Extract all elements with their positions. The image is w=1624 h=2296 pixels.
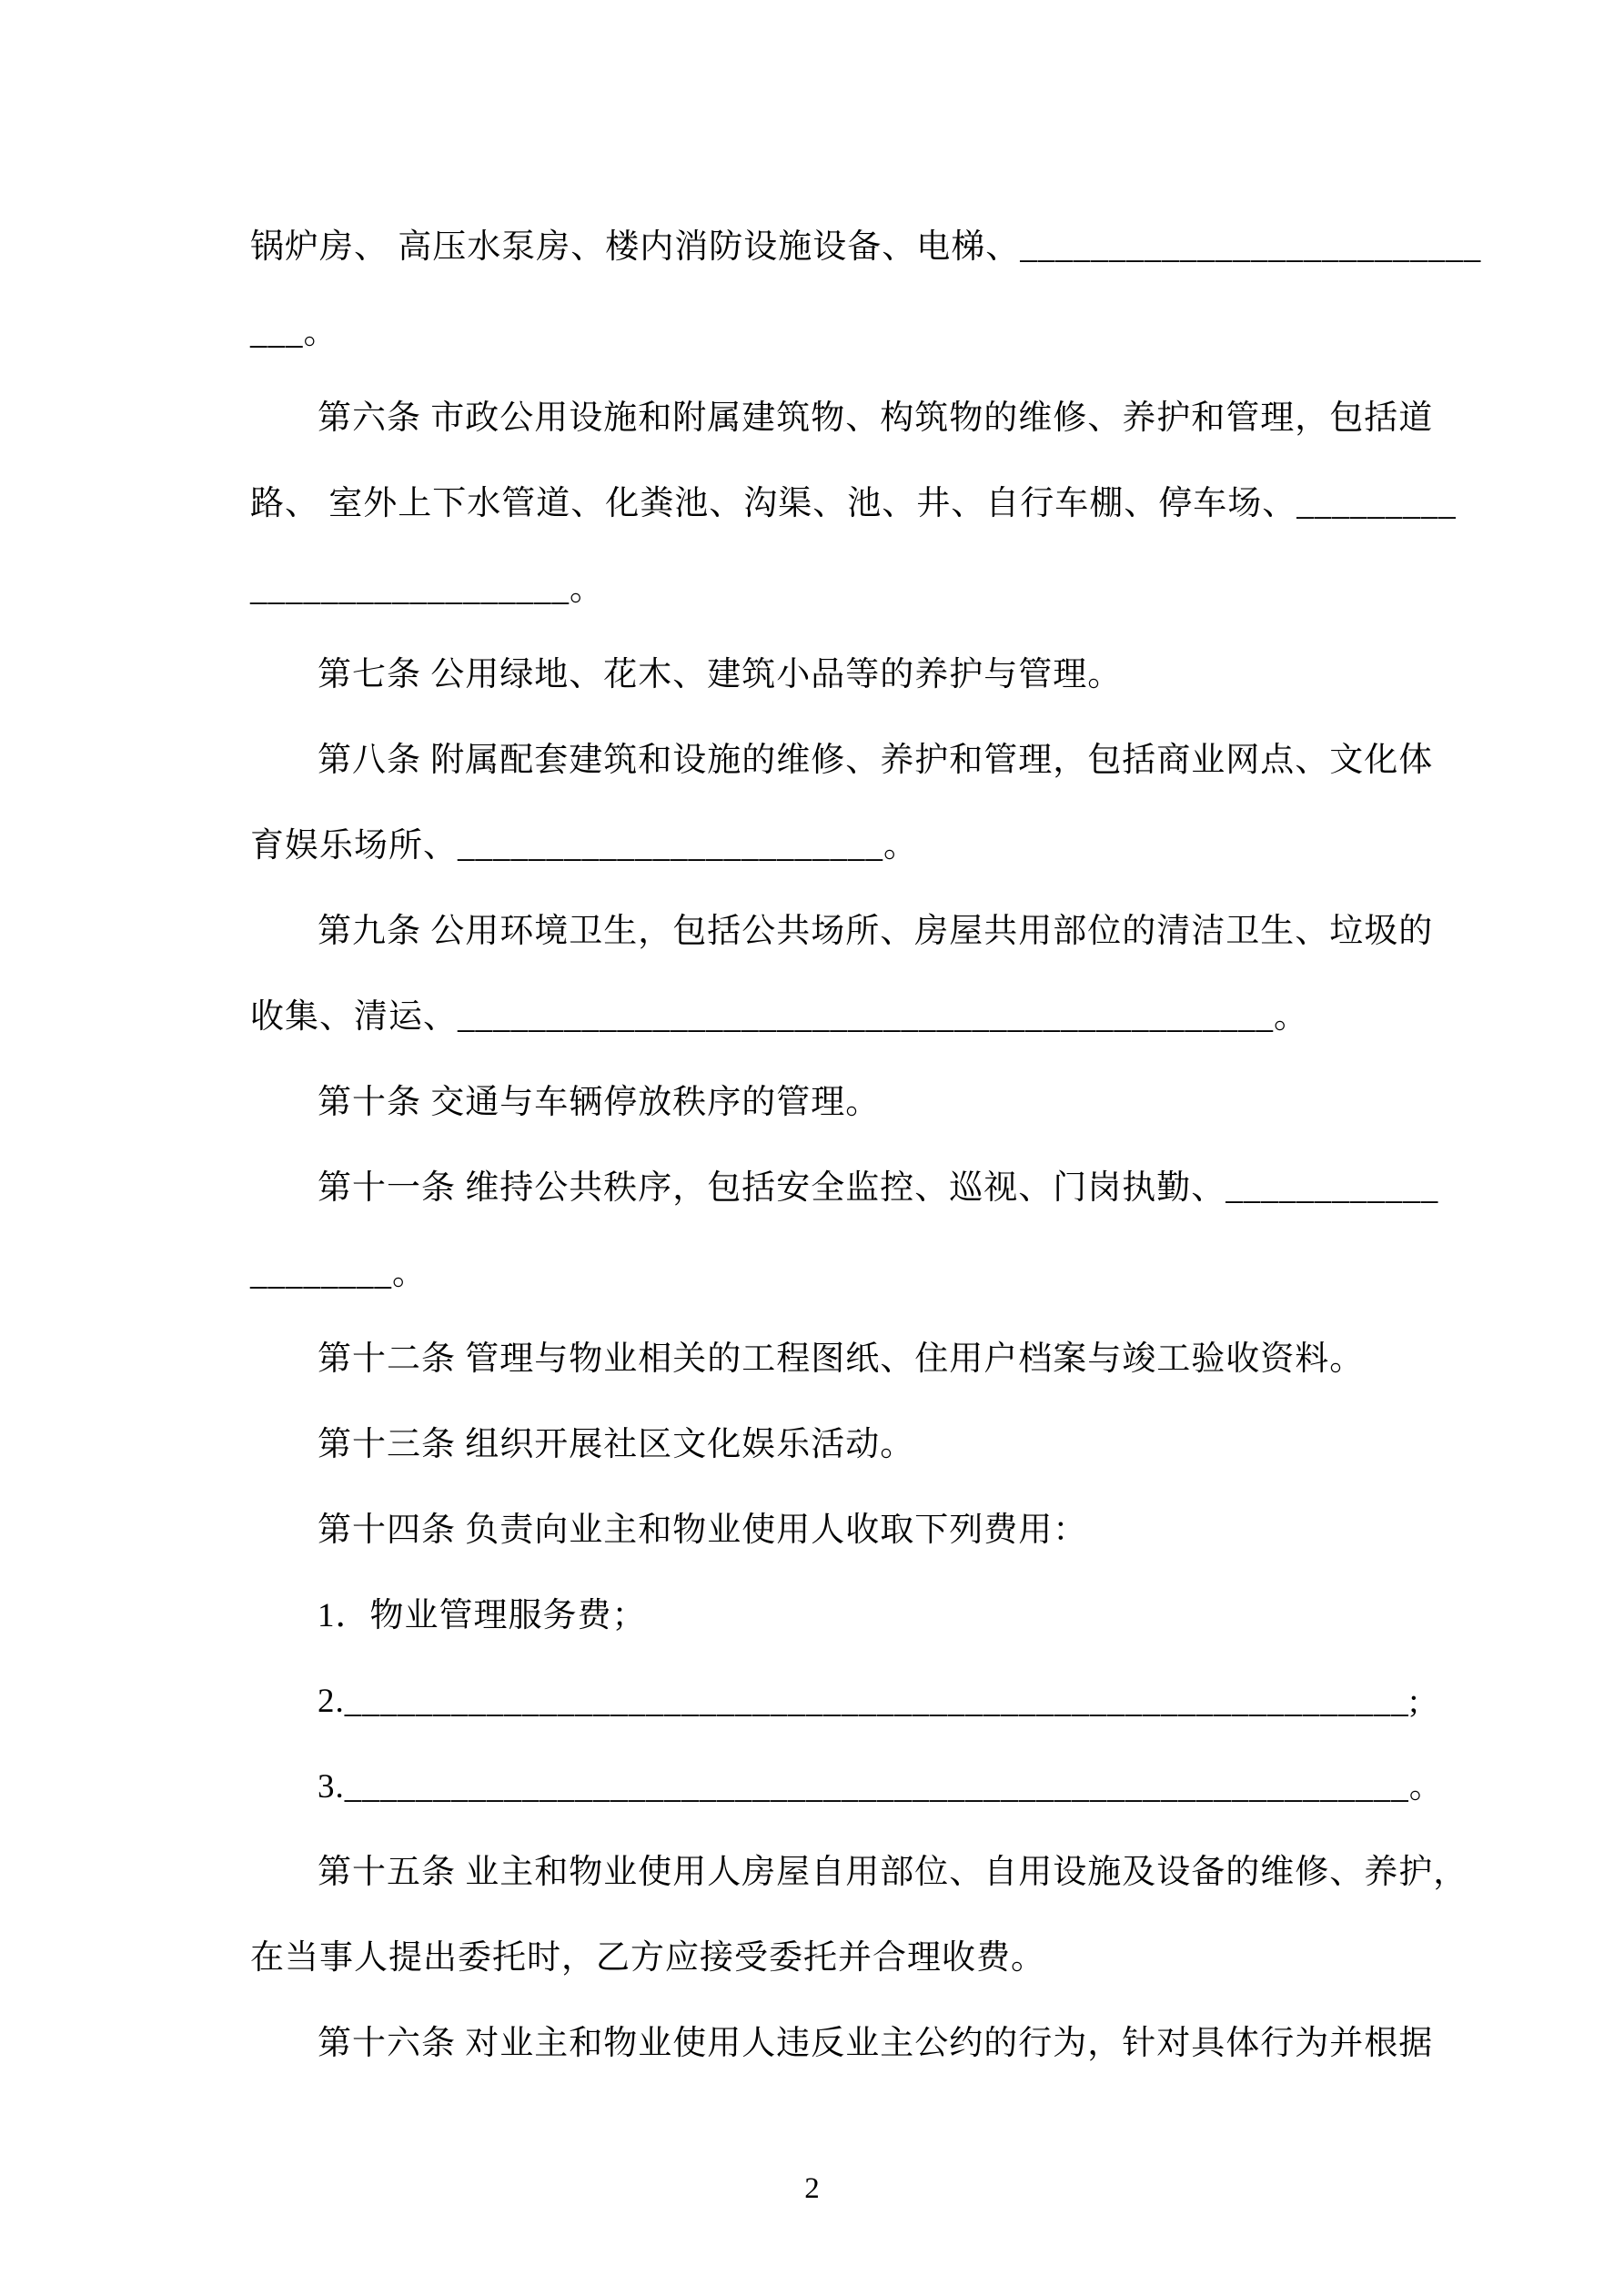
doc-line-clause-15-cont: 在当事人提出委托时，乙方应接受委托并合理收费。 [250, 1939, 1045, 1977]
doc-line-clause-6-blank: __________________。 [250, 571, 604, 608]
doc-line-clause-12: 第十二条 管理与物业相关的工程图纸、住用户档案与竣工验收资料。 [318, 1340, 1365, 1378]
doc-line-clause-8-cont: 育娱乐场所、________________________。 [250, 827, 918, 865]
document-body [250, 205, 1482, 2087]
doc-line-fee-item-1: 1．物业管理服务费； [318, 1597, 647, 1634]
doc-line-clause-6: 第六条 市政公用设施和附属建筑物、构筑物的维修、养护和管理，包括道 [318, 400, 1434, 437]
doc-line-clause-6-cont: 路、 室外上下水管道、化粪池、沟渠、池、井、自行车棚、停车场、_________ [250, 485, 1457, 522]
doc-line-clause-9: 第九条 公用环境卫生，包括公共场所、房屋共用部位的清洁卫生、垃圾的 [318, 913, 1434, 950]
doc-line-continuation-5: 锅炉房、 高压水泵房、楼内消防设施设备、电梯、__________________________ [250, 228, 1482, 266]
doc-line-clause-7: 第七条 公用绿地、花木、建筑小品等的养护与管理。 [318, 656, 1123, 693]
doc-line-fee-item-3: 3.____________________________________________________________。 [318, 1768, 1444, 1805]
doc-line-clause-9-cont: 收集、清运、______________________________________________。 [250, 998, 1308, 1036]
doc-line-clause-15: 第十五条 业主和物业使用人房屋自用部位、自用设施及设备的维修、养护， [318, 1854, 1468, 1891]
doc-line-clause-13: 第十三条 组织开展社区文化娱乐活动。 [318, 1426, 915, 1463]
doc-line-clause-8: 第八条 附属配套建筑和设施的维修、养护和管理，包括商业网点、文化体 [318, 742, 1434, 779]
page-number: 2 [804, 2172, 820, 2205]
doc-line-clause-10: 第十条 交通与车辆停放秩序的管理。 [318, 1084, 881, 1121]
doc-line-clause-11: 第十一条 维持公共秩序，包括安全监控、巡视、门岗执勤、____________ [318, 1169, 1439, 1207]
doc-line-blank-end-5: ___。 [250, 314, 338, 351]
doc-line-fee-item-2: 2.____________________________________________________________; [318, 1683, 1420, 1720]
doc-line-clause-11-blank: ________。 [250, 1255, 427, 1292]
doc-line-clause-14: 第十四条 负责向业主和物业使用人收取下列费用： [318, 1512, 1088, 1549]
doc-line-clause-16: 第十六条 对业主和物业使用人违反业主公约的行为，针对具体行为并根据 [318, 2025, 1434, 2062]
